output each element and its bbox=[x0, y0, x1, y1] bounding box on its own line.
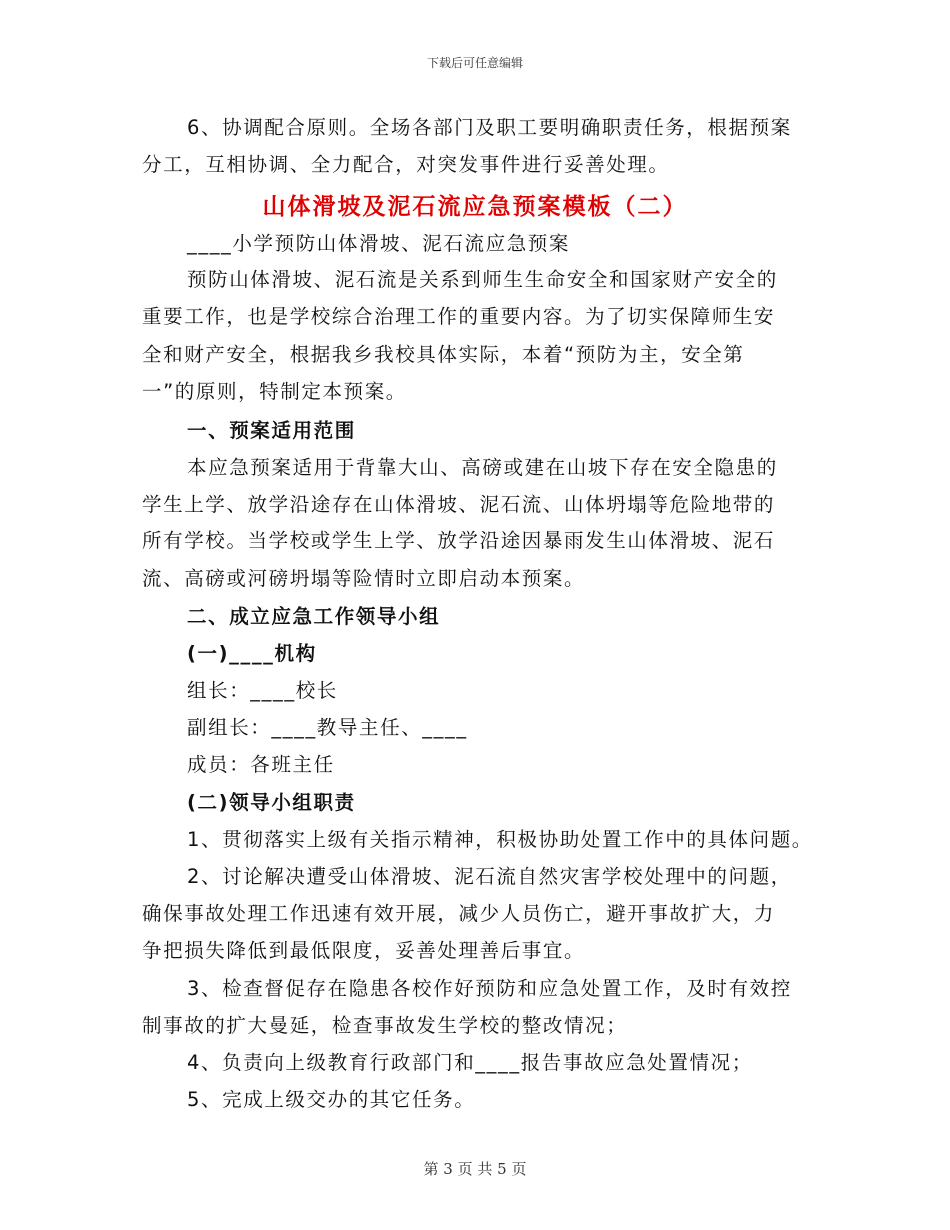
text-line: 1、贯彻落实上级有关指示精神，积极协助处置工作中的具体问题。 bbox=[187, 828, 813, 851]
text-line: 2、讨论解决遭受山体滑坡、泥石流自然灾害学校处理中的问题， bbox=[187, 865, 792, 888]
text-line: 重要工作，也是学校综合治理工作的重要内容。为了切实保障师生安 bbox=[142, 305, 776, 328]
text-line: 分工，互相协调、全力配合，对突发事件进行妥善处理。 bbox=[142, 153, 670, 176]
text-line: 一”的原则，特制定本预案。 bbox=[142, 380, 407, 403]
heading-duties: (二)领导小组职责 bbox=[187, 791, 356, 814]
text-line: 成员：各班主任 bbox=[187, 753, 335, 776]
text-line: 争把损失降低到最低限度，妥善处理善后事宜。 bbox=[142, 939, 586, 962]
heading-organization: (一)____机构 bbox=[187, 642, 317, 665]
section-title: 山体滑坡及泥石流应急预案模板（二） bbox=[262, 194, 688, 220]
text-line: 制事故的扩大曼延，检查事故发生学校的整改情况； bbox=[142, 1014, 628, 1037]
page-footer: 第 3 页 共 5 页 bbox=[423, 1160, 527, 1178]
heading-scope: 一、预案适用范围 bbox=[187, 419, 356, 442]
text-line: ____小学预防山体滑坡、泥石流应急预案 bbox=[187, 232, 571, 255]
text-line: 本应急预案适用于背靠大山、高磅或建在山坡下存在安全隐患的 bbox=[187, 456, 778, 479]
text-line: 6、协调配合原则。全场各部门及职工要明确职责任务，根据预案 bbox=[187, 116, 792, 139]
text-line: 组长：____校长 bbox=[187, 679, 338, 702]
text-line: 确保事故处理工作迅速有效开展，减少人员伤亡，避开事故扩大，力 bbox=[142, 902, 776, 925]
page-header: 下载后可任意编辑 bbox=[426, 56, 523, 70]
text-line: 3、检查督促存在隐患各校作好预防和应急处置工作，及时有效控 bbox=[187, 977, 792, 1000]
text-line: 流、高磅或河磅坍塌等险情时立即启动本预案。 bbox=[142, 567, 586, 590]
text-line: 学生上学、放学沿途存在山体滑坡、泥石流、山体坍塌等危险地带的 bbox=[142, 493, 776, 516]
text-line: 4、负责向上级教育行政部门和____报告事故应急处置情况； bbox=[187, 1051, 753, 1074]
text-line: 所有学校。当学校或学生上学、放学沿途因暴雨发生山体滑坡、泥石 bbox=[142, 529, 776, 552]
text-line: 5、完成上级交办的其它任务。 bbox=[187, 1088, 476, 1111]
text-line: 副组长：____教导主任、____ bbox=[187, 716, 468, 739]
heading-leadership: 二、成立应急工作领导小组 bbox=[187, 605, 441, 628]
text-line: 全和财产安全，根据我乡我校具体实际，本着“预防为主，安全第 bbox=[142, 343, 745, 366]
text-line: 预防山体滑坡、泥石流是关系到师生生命安全和国家财产安全的 bbox=[187, 268, 778, 291]
